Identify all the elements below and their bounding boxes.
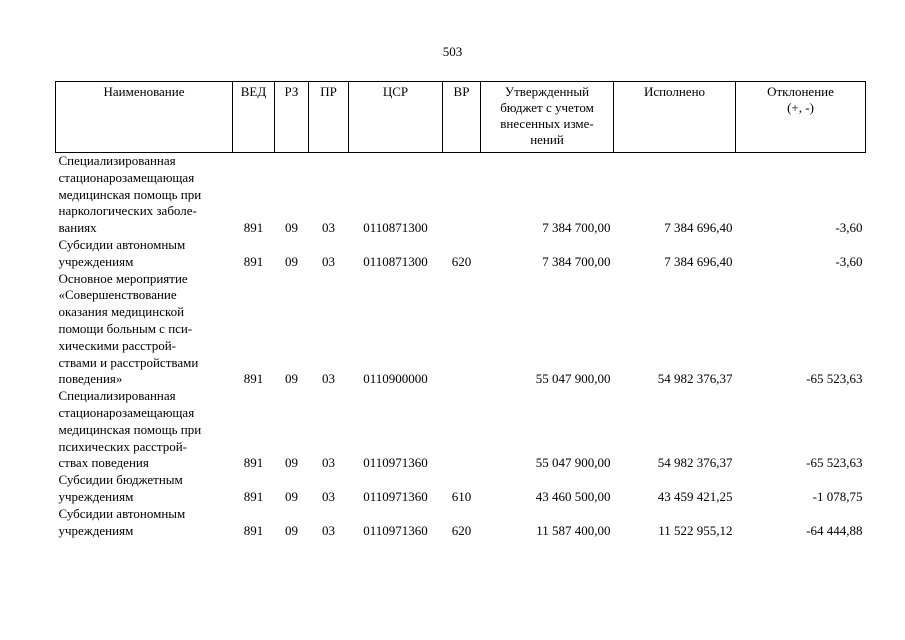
header-budget xyxy=(481,82,614,153)
text-line: учреждениям xyxy=(58,488,134,504)
text-line: Субсидии автономным xyxy=(58,505,186,521)
text-line: ствах поведения xyxy=(58,455,149,471)
row-deviation: -64 444,88 xyxy=(806,522,863,538)
row-budget: 55 047 900,00 xyxy=(535,371,611,387)
text-line: внесенных изме- xyxy=(500,116,594,131)
text-line: (+, -) xyxy=(787,100,814,115)
row-rz: 09 xyxy=(285,488,298,504)
header-pr xyxy=(309,82,349,153)
text-line: бюджет с учетом xyxy=(500,100,594,115)
row-pr: 03 xyxy=(322,253,335,269)
row-name xyxy=(56,388,233,472)
text-line: Исполнено xyxy=(643,84,706,99)
row-csr: 0110971360 xyxy=(363,522,428,538)
row-name xyxy=(56,237,233,271)
text-line: Утвержденный xyxy=(504,84,590,99)
row-pr: 03 xyxy=(322,220,335,236)
text-line: Наименование xyxy=(103,84,185,99)
budget-table xyxy=(55,81,866,539)
row-vr: 610 xyxy=(451,488,472,504)
text-line: Субсидии автономным xyxy=(58,236,186,252)
row-vr: 620 xyxy=(451,253,472,269)
header-rz xyxy=(275,82,309,153)
text-line: «Совершенствование xyxy=(58,287,177,303)
table-row xyxy=(56,472,866,506)
text-line: ваниях xyxy=(58,220,97,236)
text-line: Субсидии бюджетным xyxy=(58,472,183,488)
table-body xyxy=(56,153,866,540)
table-row xyxy=(56,237,866,271)
row-budget: 11 587 400,00 xyxy=(536,522,611,538)
row-deviation: -65 523,63 xyxy=(806,371,863,387)
row-pr: 03 xyxy=(322,522,335,538)
row-name xyxy=(56,506,233,540)
row-executed: 7 384 696,40 xyxy=(664,253,733,269)
text-line: поведения» xyxy=(58,371,123,387)
row-rz: 09 xyxy=(285,522,298,538)
row-budget: 7 384 700,00 xyxy=(542,253,611,269)
row-name xyxy=(56,271,233,389)
text-line: Специализированная xyxy=(58,153,176,168)
row-rz: 09 xyxy=(285,371,298,387)
table-row xyxy=(56,271,866,389)
header-ved xyxy=(233,82,275,153)
row-budget: 43 460 500,00 xyxy=(535,488,611,504)
row-name xyxy=(56,472,233,506)
row-budget: 7 384 700,00 xyxy=(542,220,611,236)
page-number: 503 xyxy=(442,44,463,59)
text-line: Специализированная xyxy=(58,388,176,404)
text-line: учреждениям xyxy=(58,253,134,269)
row-executed: 7 384 696,40 xyxy=(664,220,733,236)
text-line: нений xyxy=(530,132,564,147)
text-line: наркологических заболе- xyxy=(58,203,197,219)
text-line: медицинская помощь при xyxy=(58,186,202,202)
row-csr: 0110900000 xyxy=(363,371,428,387)
table-row xyxy=(56,153,866,237)
text-line: помощи больным с пси- xyxy=(58,320,193,336)
row-vr xyxy=(443,271,481,389)
row-rz: 09 xyxy=(285,220,298,236)
row-ved: 891 xyxy=(243,220,264,236)
row-deviation: -3,60 xyxy=(835,220,863,236)
row-vr: 620 xyxy=(451,522,472,538)
text-line: ВЕД xyxy=(240,84,267,99)
row-ved: 891 xyxy=(243,488,264,504)
row-vr xyxy=(443,388,481,472)
row-csr: 0110871300 xyxy=(363,253,428,269)
row-rz: 09 xyxy=(285,253,298,269)
row-csr: 0110971360 xyxy=(363,455,428,471)
row-pr: 03 xyxy=(322,455,335,471)
text-line: стационарозамещающая xyxy=(58,404,195,420)
text-line: РЗ xyxy=(284,84,299,99)
text-line: учреждениям xyxy=(58,522,134,538)
text-line: Отклонение xyxy=(767,84,834,99)
text-line: ВР xyxy=(453,84,470,99)
table-row xyxy=(56,506,866,540)
row-deviation: -65 523,63 xyxy=(806,455,863,471)
row-csr: 0110871300 xyxy=(363,220,428,236)
row-name xyxy=(56,153,233,237)
row-executed: 54 982 376,37 xyxy=(657,371,733,387)
table-header-row xyxy=(56,82,866,153)
header-executed xyxy=(614,82,736,153)
text-line: стационарозамещающая xyxy=(58,169,195,185)
text-line: оказания медицинской xyxy=(58,304,185,320)
header-vr xyxy=(443,82,481,153)
row-executed: 54 982 376,37 xyxy=(657,455,733,471)
text-line: Основное мероприятие xyxy=(58,270,188,286)
row-deviation: -3,60 xyxy=(835,253,863,269)
text-line: психических расстрой- xyxy=(58,438,188,454)
text-line: ПР xyxy=(320,84,337,99)
row-vr xyxy=(443,153,481,237)
header-deviation xyxy=(736,82,866,153)
text-line: медицинская помощь при xyxy=(58,421,202,437)
row-ved: 891 xyxy=(243,455,264,471)
row-executed: 11 522 955,12 xyxy=(658,522,733,538)
row-executed: 43 459 421,25 xyxy=(657,488,733,504)
row-deviation: -1 078,75 xyxy=(812,488,863,504)
row-pr: 03 xyxy=(322,488,335,504)
header-csr xyxy=(349,82,443,153)
row-pr: 03 xyxy=(322,371,335,387)
text-line: ЦСР xyxy=(382,84,409,99)
row-csr: 0110971360 xyxy=(363,488,428,504)
row-budget: 55 047 900,00 xyxy=(535,455,611,471)
table-row xyxy=(56,388,866,472)
text-line: хическими расстрой- xyxy=(58,337,177,353)
row-rz: 09 xyxy=(285,455,298,471)
row-ved: 891 xyxy=(243,371,264,387)
text-line: ствами и расстройствами xyxy=(58,354,199,370)
row-ved: 891 xyxy=(243,253,264,269)
row-ved: 891 xyxy=(243,522,264,538)
header-name xyxy=(56,82,233,153)
